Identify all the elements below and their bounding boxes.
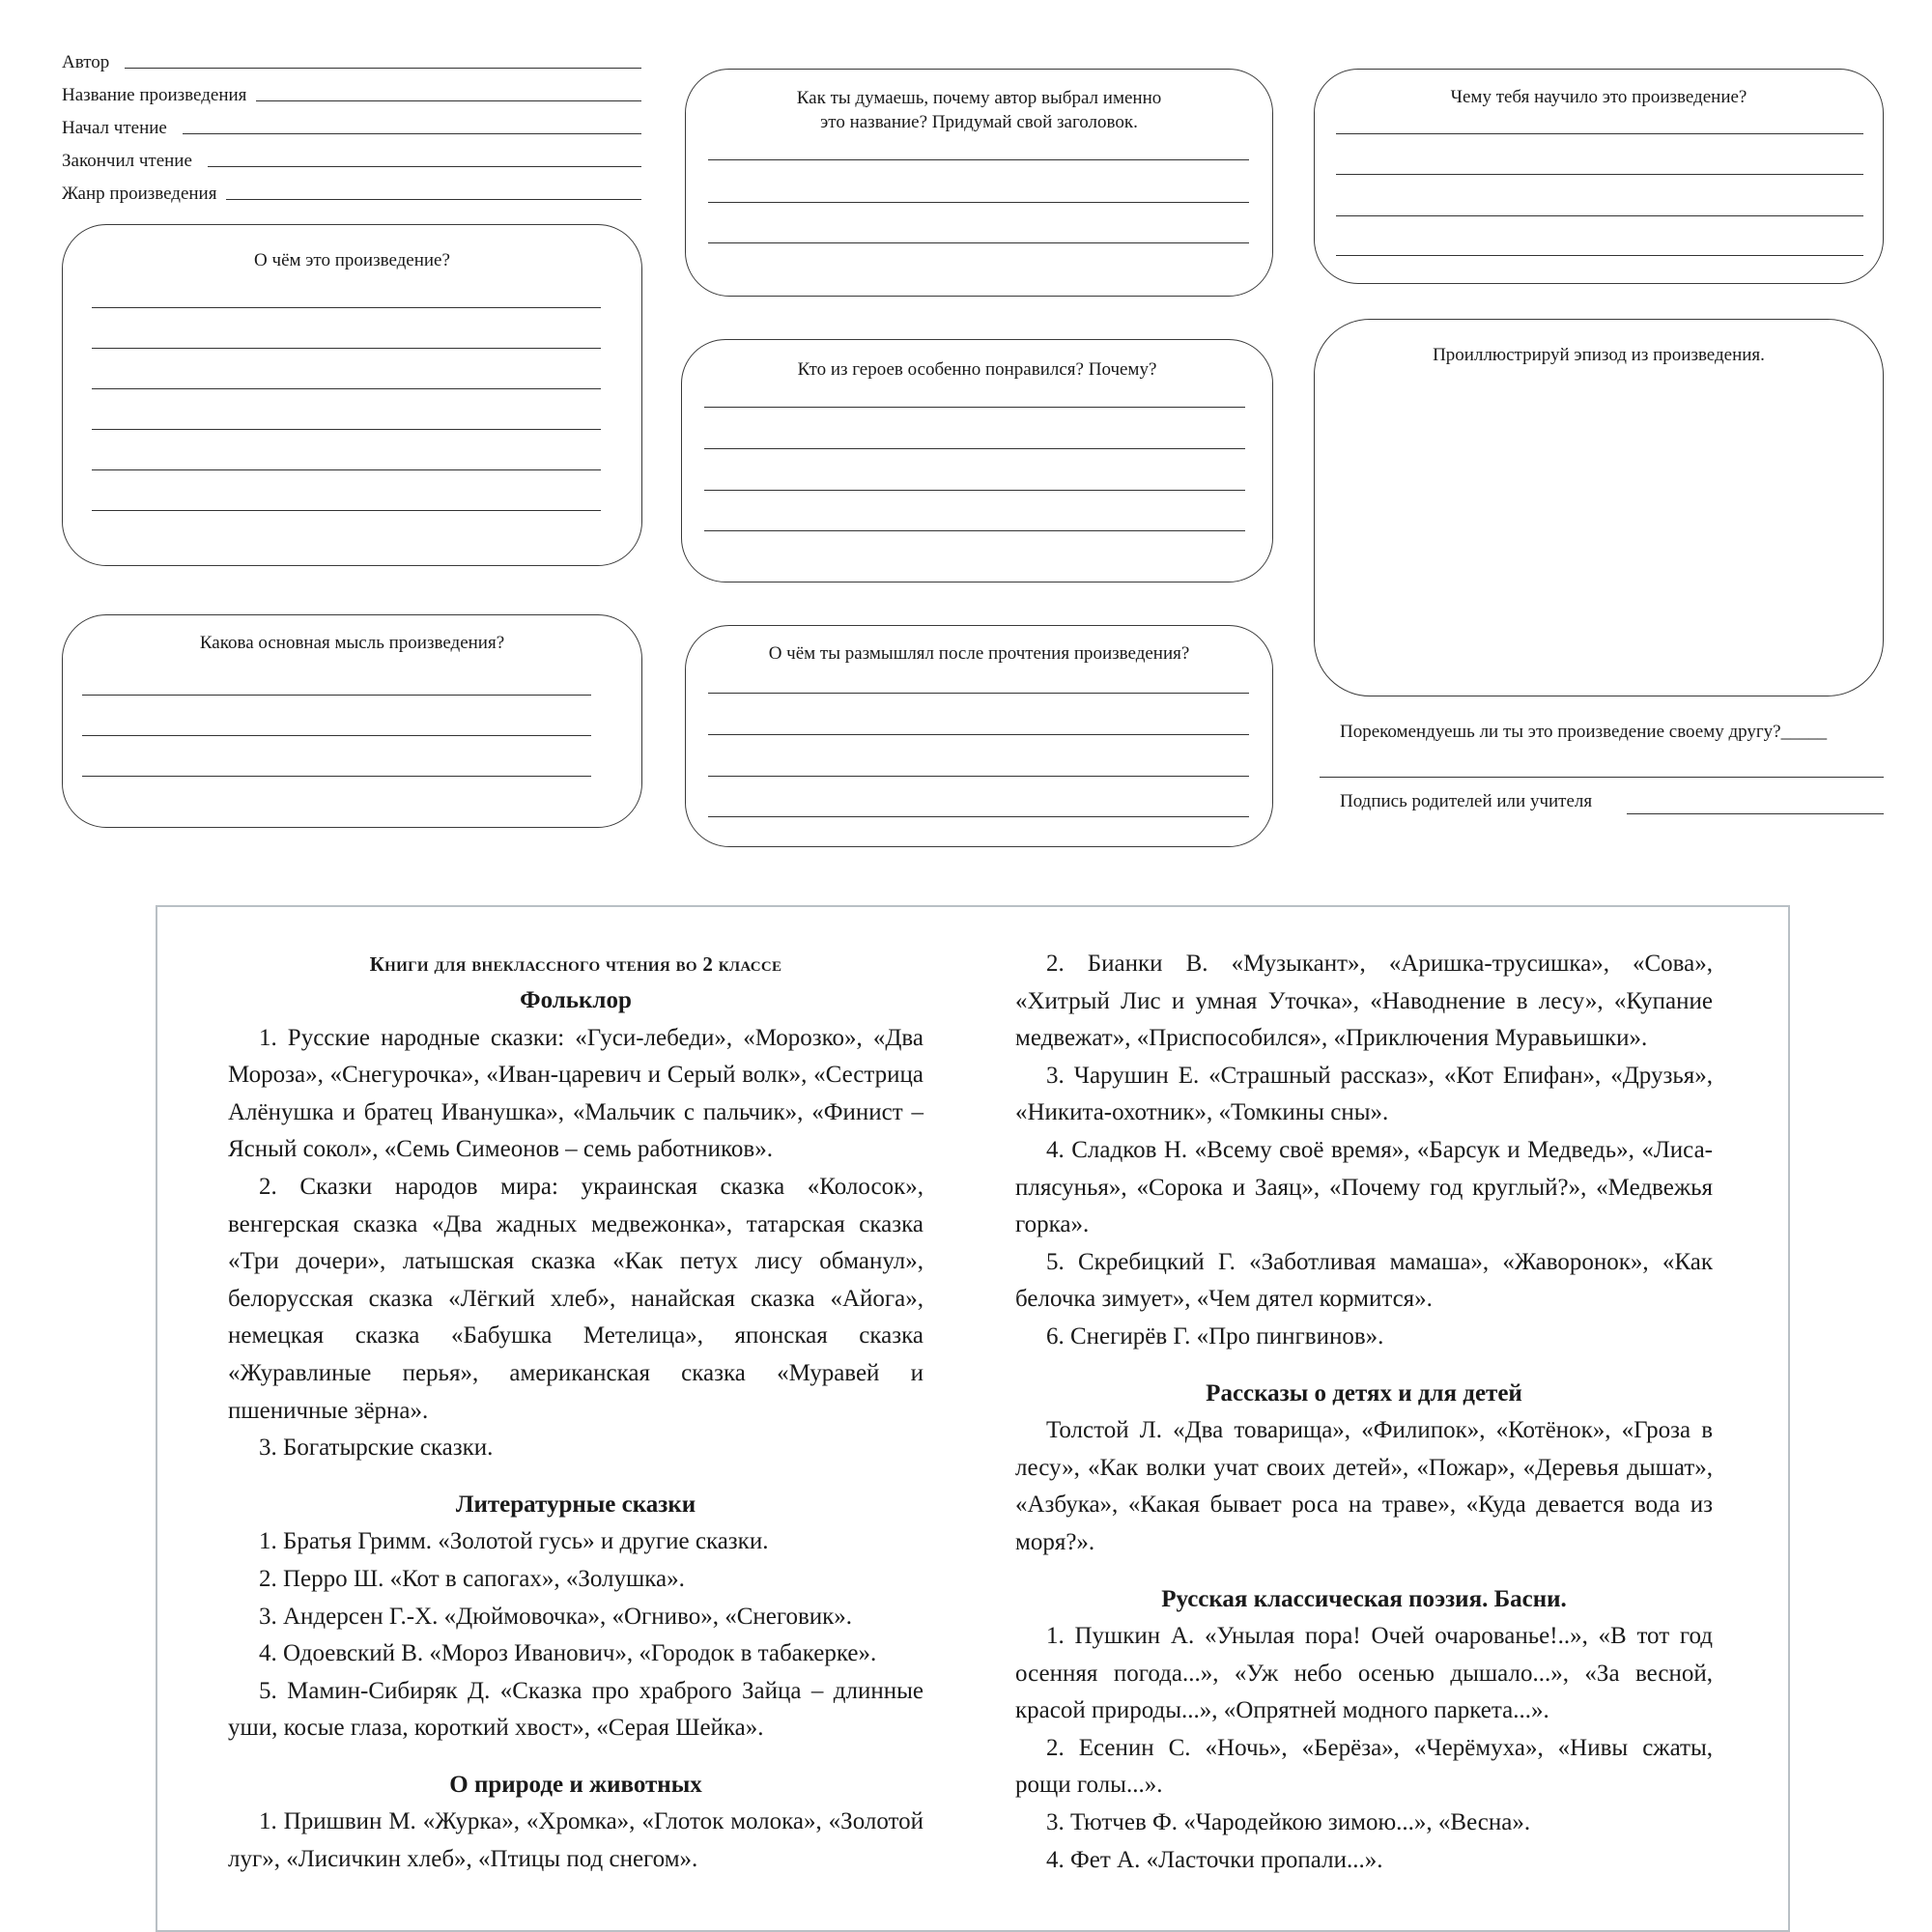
- title-field[interactable]: [62, 77, 641, 104]
- hero-box: [681, 339, 1273, 582]
- answer-line[interactable]: [92, 307, 601, 308]
- folklore-item-2: 2. Сказки народов мира: украинская сказка «Колосок», венгерская сказка «Два жадных медвежонка», татарская сказка «Три дочери», латышская сказка «Как петух лису обманул», белорусская сказка «Лёгкий хлеб», нанайская сказка «Айога», немецкая сказка «Бабушка Метелица», японская сказка «Журавлиные перья», американская сказка «Муравей и пшеничные зёрна».: [228, 1173, 923, 1424]
- folklore-item-3: 3. Богатырские сказки.: [259, 1435, 494, 1462]
- booklist-left-column: [228, 946, 923, 1879]
- start-date-label: Начал чтение: [62, 118, 167, 138]
- children-item-1: Толстой Л. «Два товарища», «Филипок», «Котёнок», «Гроза в лесу», «Как волки учат своих детей», «Пожар», «Деревья дышат», «Азбука», «Какая бывает роса на траве», «Куда девается вода из моря?».: [1015, 1417, 1713, 1555]
- genre-label: Жанр произведения: [62, 184, 217, 204]
- literary-item-3: 3. Андерсен Г.-Х. «Дюймовочка», «Огниво», «Снеговик».: [259, 1603, 853, 1630]
- nature-heading: О природе и животных: [449, 1771, 702, 1798]
- reflection-box: [685, 625, 1273, 847]
- start-date-line[interactable]: [183, 132, 641, 134]
- title-choice-question: [686, 86, 1272, 134]
- title-label: Название произведения: [62, 85, 247, 105]
- end-date-line[interactable]: [208, 165, 641, 167]
- literary-item-2: 2. Перро Ш. «Кот в сапогах», «Золушка».: [259, 1565, 685, 1592]
- booklist-title: Книги для внеклассного чтения во 2 классе: [369, 952, 782, 976]
- recommend-answer-line[interactable]: [1320, 777, 1884, 778]
- answer-line[interactable]: [708, 242, 1249, 243]
- poetry-item-1: 1. Пушкин А. «Унылая пора! Очей очарованье!..», «В тот год осенняя погода...», «Уж небо осенью дышало...», «За весной, красой природы...», «Опрятней модного паркета...».: [1015, 1623, 1713, 1724]
- lesson-question: Чему тебя научило это произведение?: [1450, 87, 1747, 107]
- answer-line[interactable]: [708, 776, 1249, 777]
- answer-line[interactable]: [92, 469, 601, 470]
- answer-line[interactable]: [92, 510, 601, 511]
- answer-line[interactable]: [708, 159, 1249, 160]
- lesson-box: [1314, 69, 1884, 284]
- answer-line[interactable]: [92, 429, 601, 430]
- poetry-item-2: 2. Есенин С. «Ночь», «Берёза», «Черёмуха», «Нивы сжаты, рощи голы...».: [1015, 1734, 1713, 1799]
- title-line[interactable]: [256, 99, 641, 101]
- title-choice-question-line2: это название? Придумай свой заголовок.: [820, 112, 1138, 132]
- poetry-item-3: 3. Тютчев Ф. «Чародейкою зимою...», «Весна».: [1046, 1809, 1531, 1836]
- author-label: Автор: [62, 52, 110, 72]
- answer-line[interactable]: [708, 734, 1249, 735]
- signature-line[interactable]: [1627, 813, 1884, 814]
- start-date-field[interactable]: [62, 110, 641, 137]
- literary-item-5: 5. Мамин-Сибиряк Д. «Сказка про храброго Зайца – длинные уши, косые глаза, короткий хвост», «Серая Шейка».: [228, 1677, 923, 1742]
- illustration-box[interactable]: [1314, 319, 1884, 696]
- answer-line[interactable]: [1336, 174, 1863, 175]
- recommend-question: Порекомендуешь ли ты это произведение своему другу?_____: [1340, 722, 1828, 742]
- booklist-page: [156, 905, 1790, 1932]
- folklore-item-1: 1. Русские народные сказки: «Гуси-лебеди», «Морозко», «Два Мороза», «Снегурочка», «Иван-царевич и Серый волк», «Сестрица Алёнушка и братец Иванушка», «Мальчик с пальчик», «Финист – Ясный сокол», «Семь Симеонов – семь работников».: [228, 1024, 923, 1163]
- title-choice-question-line1: Как ты думаешь, почему автор выбрал именно: [796, 88, 1162, 108]
- answer-line[interactable]: [82, 776, 591, 777]
- author-field[interactable]: [62, 44, 641, 71]
- reflection-question: О чём ты размышлял после прочтения произведения?: [768, 643, 1190, 664]
- main-idea-box: [62, 614, 642, 828]
- answer-line[interactable]: [1336, 133, 1863, 134]
- answer-line[interactable]: [1336, 215, 1863, 216]
- literary-item-1: 1. Братья Гримм. «Золотой гусь» и другие сказки.: [259, 1528, 769, 1555]
- hero-question: Кто из героев особенно понравился? Почему?: [797, 359, 1157, 380]
- about-box: [62, 224, 642, 566]
- nature-item-4: 4. Сладков Н. «Всему своё время», «Барсук и Медведь», «Лиса-плясунья», «Сорока и Заяц», «Почему год круглый?», «Медвежья горка».: [1015, 1136, 1713, 1238]
- literary-heading: Литературные сказки: [455, 1491, 696, 1518]
- nature-item-6: 6. Снегирёв Г. «Про пингвинов».: [1046, 1322, 1384, 1350]
- literary-item-4: 4. Одоевский В. «Мороз Иванович», «Городок в табакерке».: [259, 1640, 877, 1667]
- children-heading: Рассказы о детях и для детей: [1206, 1379, 1522, 1406]
- signature-label: Подпись родителей или учителя: [1340, 791, 1593, 811]
- booklist-right-column: [1015, 946, 1713, 1879]
- folklore-heading: Фольклор: [520, 987, 632, 1013]
- answer-line[interactable]: [1336, 255, 1863, 256]
- title-choice-box: [685, 69, 1273, 297]
- answer-line[interactable]: [708, 202, 1249, 203]
- answer-line[interactable]: [92, 348, 601, 349]
- answer-line[interactable]: [704, 448, 1245, 449]
- answer-line[interactable]: [704, 490, 1245, 491]
- end-date-field[interactable]: [62, 143, 641, 170]
- nature-item-2: 2. Бианки В. «Музыкант», «Аришка-трусишка», «Сова», «Хитрый Лис и умная Уточка», «Наводнение в лесу», «Купание медвежат», «Приспособился», «Приключения Муравьишки».: [1015, 951, 1713, 1052]
- main-idea-question: Какова основная мысль произведения?: [199, 633, 505, 653]
- author-line[interactable]: [125, 67, 641, 69]
- poetry-item-4: 4. Фет А. «Ласточки пропали...».: [1046, 1846, 1383, 1873]
- illustration-prompt: Проиллюстрируй эпизод из произведения.: [1433, 345, 1765, 365]
- answer-line[interactable]: [708, 693, 1249, 694]
- poetry-heading: Русская классическая поэзия. Басни.: [1161, 1585, 1567, 1612]
- end-date-label: Закончил чтение: [62, 151, 192, 171]
- nature-item-3: 3. Чарушин Е. «Страшный рассказ», «Кот Епифан», «Друзья», «Никита-охотник», «Томкины сны».: [1015, 1062, 1713, 1126]
- nature-item-5: 5. Скребицкий Г. «Заботливая мамаша», «Жаворонок», «Как белочка зимует», «Чем дятел кормится».: [1015, 1248, 1713, 1313]
- genre-field[interactable]: [62, 176, 641, 203]
- about-question: О чём это произведение?: [254, 250, 450, 270]
- genre-line[interactable]: [226, 198, 641, 200]
- answer-line[interactable]: [82, 735, 591, 736]
- answer-line[interactable]: [708, 816, 1249, 817]
- answer-line[interactable]: [704, 407, 1245, 408]
- answer-line[interactable]: [704, 530, 1245, 531]
- answer-line[interactable]: [92, 388, 601, 389]
- answer-line[interactable]: [82, 695, 591, 696]
- nature-item-1: 1. Пришвин М. «Журка», «Хромка», «Глоток молока», «Золотой луг», «Лисичкин хлеб», «Птицы под снегом».: [228, 1808, 923, 1873]
